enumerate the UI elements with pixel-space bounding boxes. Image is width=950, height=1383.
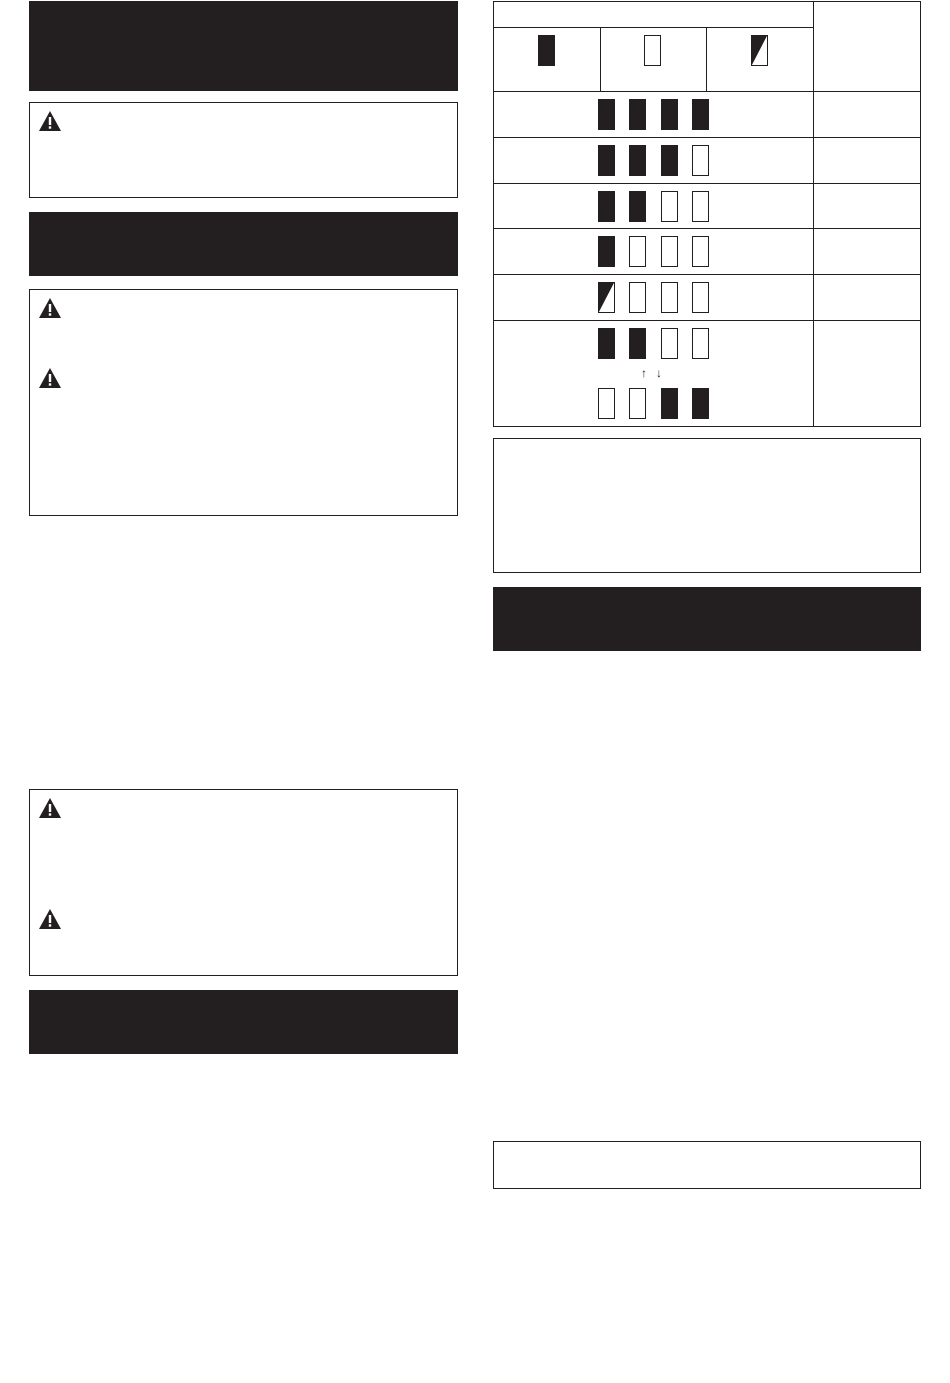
lamp-on-icon bbox=[661, 99, 678, 130]
table-rule bbox=[494, 27, 813, 28]
section-header-banner-1 bbox=[29, 1, 458, 91]
lamp-on-icon bbox=[598, 145, 615, 176]
lamp-off-icon bbox=[661, 328, 678, 359]
lamp-off-icon bbox=[692, 145, 709, 176]
battery-indicator-table bbox=[493, 1, 921, 427]
lamp-off-icon bbox=[598, 388, 615, 419]
lamp-off-icon bbox=[629, 282, 646, 313]
lamp-on-icon bbox=[661, 388, 678, 419]
lamp-off-icon bbox=[644, 35, 661, 66]
caution-box-2 bbox=[29, 289, 458, 516]
table-rule bbox=[600, 27, 601, 91]
lamp-off-icon bbox=[692, 236, 709, 267]
lamp-off-icon bbox=[661, 236, 678, 267]
lamp-off-icon bbox=[629, 388, 646, 419]
lamp-blinking-icon bbox=[751, 35, 768, 66]
section-header-banner-3 bbox=[29, 990, 458, 1054]
table-rule bbox=[494, 228, 920, 229]
note-box-2 bbox=[493, 1141, 921, 1189]
table-rule bbox=[706, 27, 707, 91]
lamp-on-icon bbox=[629, 328, 646, 359]
warning-triangle-icon bbox=[38, 110, 62, 132]
lamp-on-icon bbox=[598, 236, 615, 267]
lamp-on-icon bbox=[629, 145, 646, 176]
lamp-on-icon bbox=[629, 99, 646, 130]
warning-triangle-icon bbox=[38, 797, 62, 819]
lamp-blinking-icon bbox=[598, 282, 615, 313]
lamp-off-icon bbox=[629, 236, 646, 267]
lamp-on-icon bbox=[692, 388, 709, 419]
table-rule bbox=[494, 91, 920, 92]
lamp-on-icon bbox=[598, 99, 615, 130]
lamp-off-icon bbox=[661, 282, 678, 313]
lamp-off-icon bbox=[692, 191, 709, 222]
caution-box-1 bbox=[29, 102, 458, 198]
section-header-banner-2 bbox=[29, 212, 458, 276]
warning-triangle-icon bbox=[38, 297, 62, 319]
lamp-off-icon bbox=[692, 282, 709, 313]
lamp-on-icon bbox=[538, 35, 555, 66]
lamp-on-icon bbox=[629, 191, 646, 222]
note-box-1 bbox=[493, 438, 921, 573]
warning-triangle-icon bbox=[38, 367, 62, 389]
lamp-on-icon bbox=[692, 99, 709, 130]
lamp-off-icon bbox=[661, 191, 678, 222]
table-rule bbox=[494, 320, 920, 321]
lamp-off-icon bbox=[692, 328, 709, 359]
caution-box-3 bbox=[29, 789, 458, 976]
lamp-on-icon bbox=[598, 328, 615, 359]
section-header-banner-4 bbox=[493, 587, 921, 651]
warning-triangle-icon bbox=[38, 908, 62, 930]
arrow-down-icon: ↓ bbox=[656, 366, 662, 380]
table-rule bbox=[813, 2, 814, 426]
arrow-up-icon: ↑ bbox=[641, 366, 647, 380]
table-rule bbox=[494, 137, 920, 138]
lamp-on-icon bbox=[661, 145, 678, 176]
table-rule bbox=[494, 274, 920, 275]
table-rule bbox=[494, 183, 920, 184]
lamp-on-icon bbox=[598, 191, 615, 222]
